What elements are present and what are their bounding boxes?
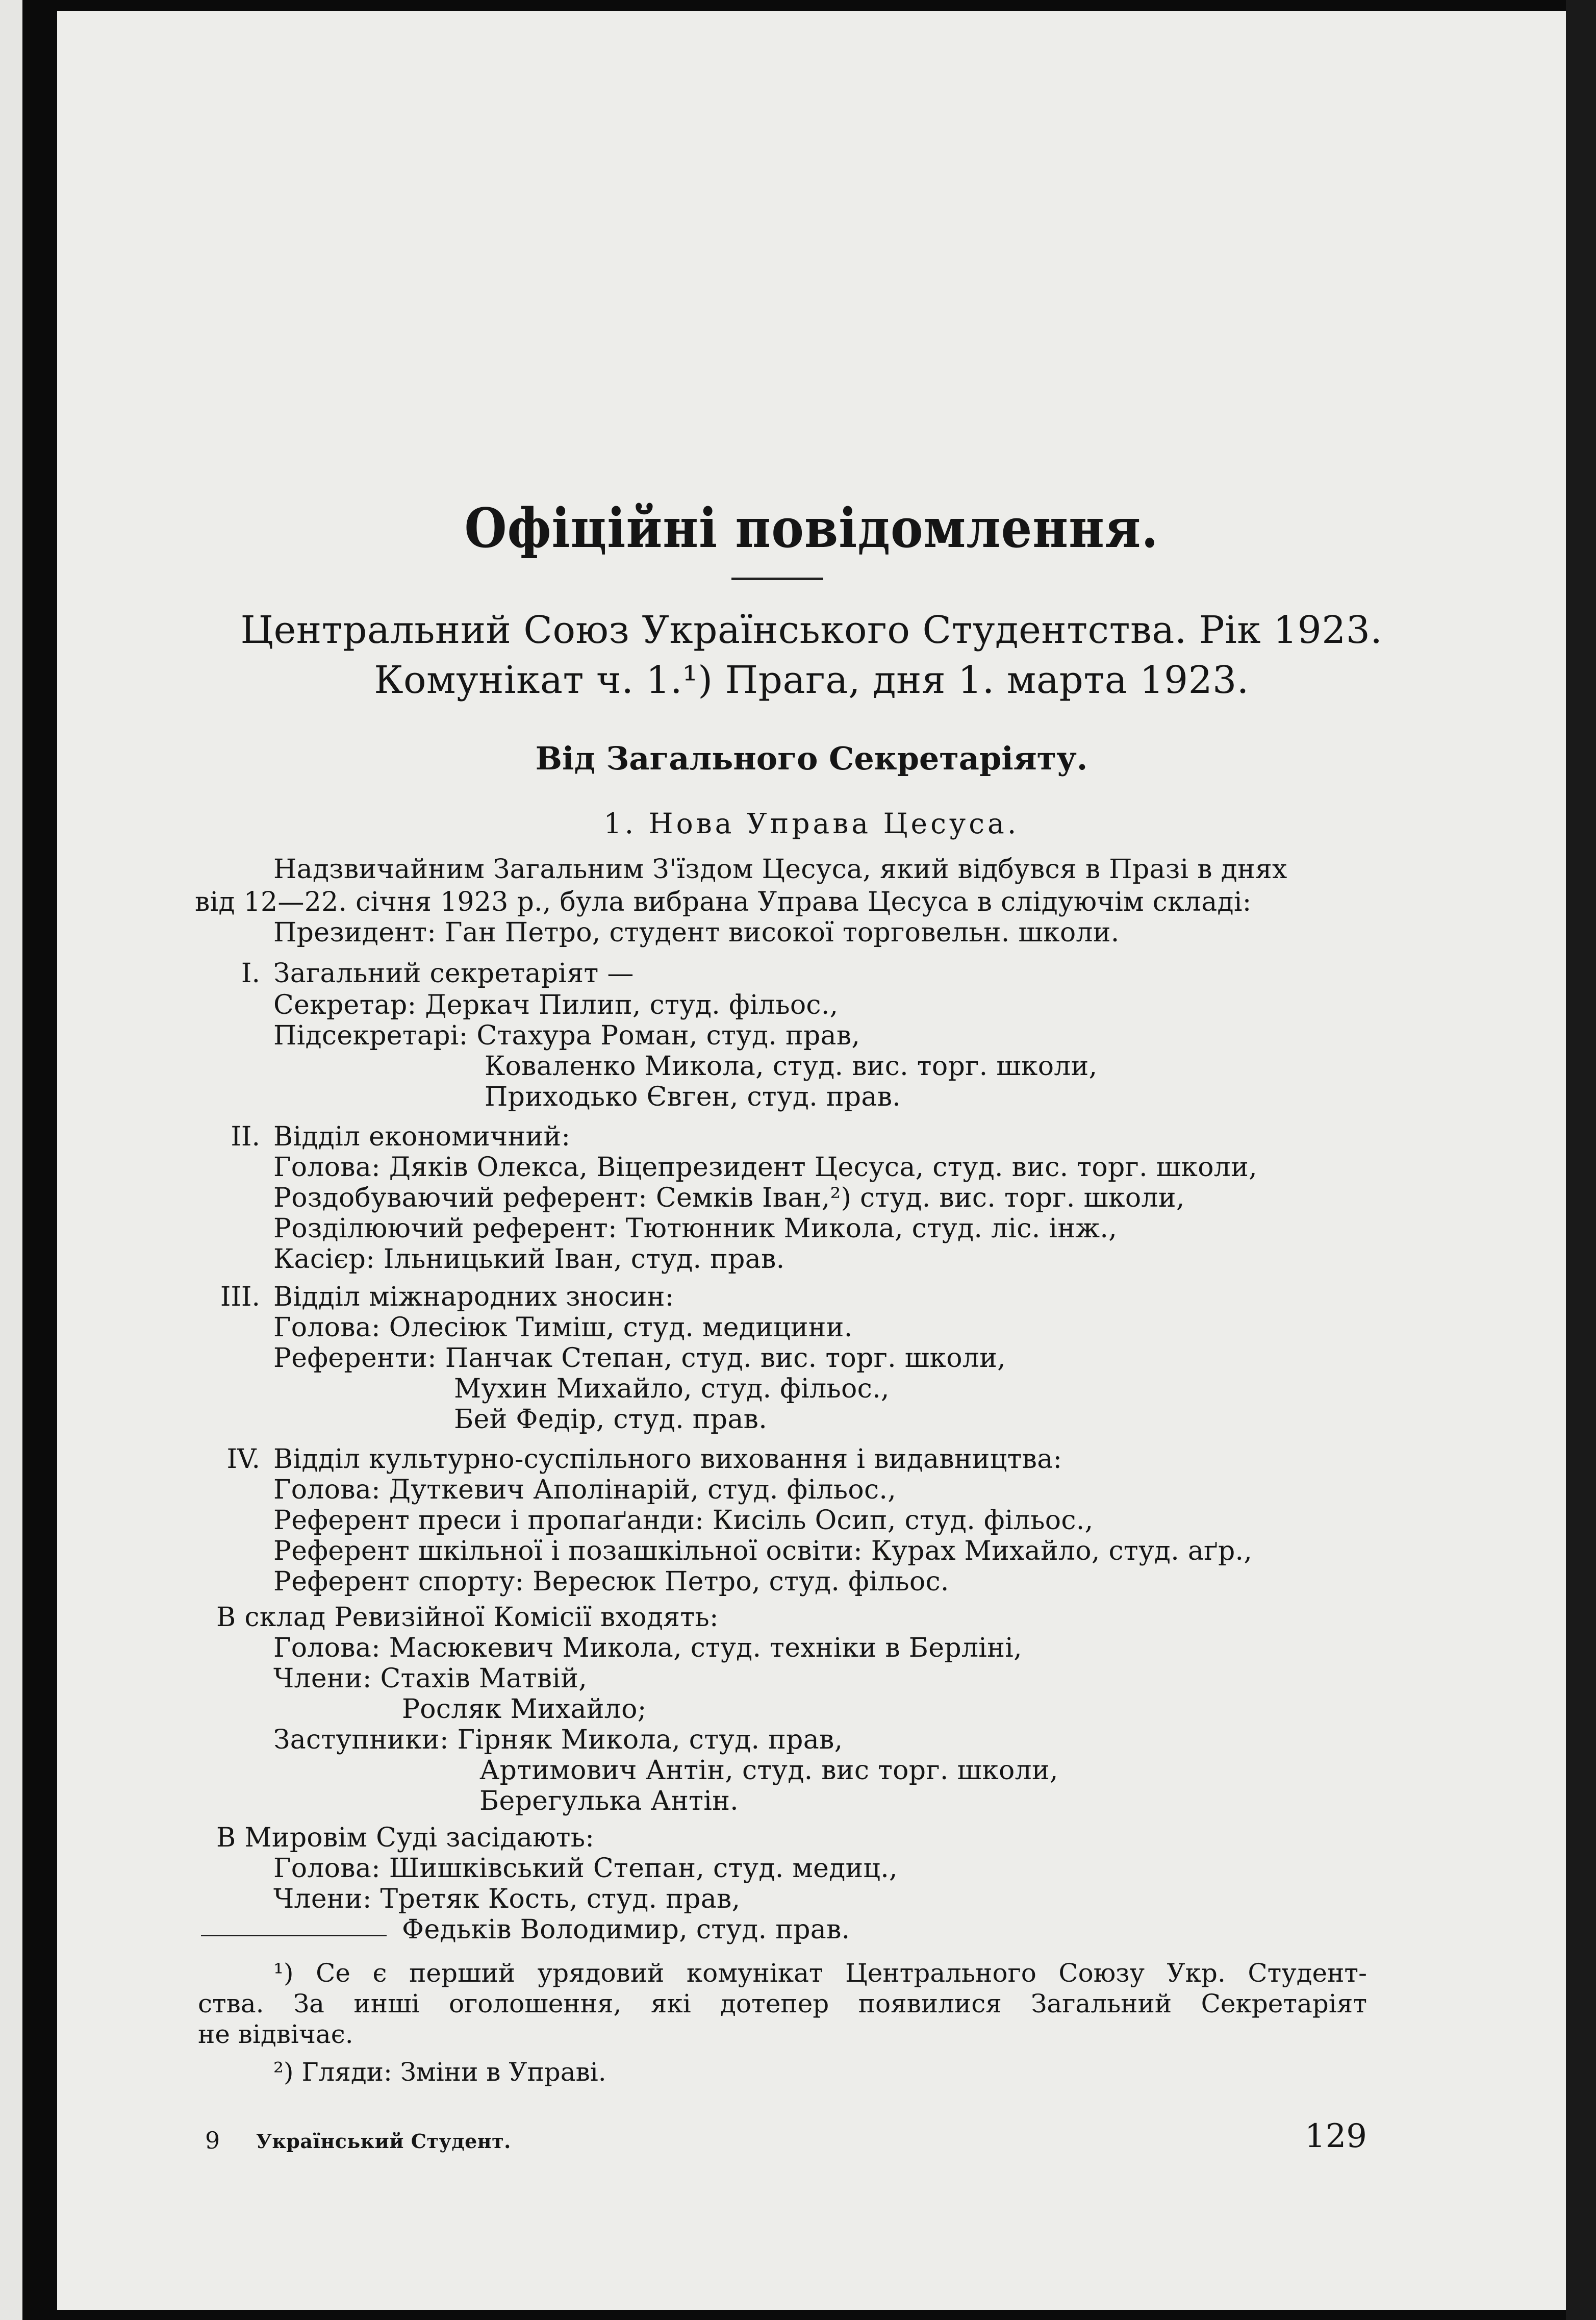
footnote-2: ²) Гляди: Зміни в Управі. [273,2057,606,2087]
dept-4-number: IV. [226,1444,260,1475]
printer-signature: 9 [205,2127,220,2154]
revision-line: Члени: Стахів Матвій, [273,1663,588,1694]
dept-2-title: Відділ економичний: [273,1121,571,1152]
dept-3-line: Мухин Михайло, студ. фільос., [454,1374,890,1404]
peace-court-line: Голова: Шишківський Степан, студ. медиц., [273,1853,898,1884]
dept-4-title: Відділ культурно-суспільного виховання і видавництва: [273,1444,1062,1475]
dept-1-line: Приходько Євген, студ. прав. [485,1082,901,1112]
dept-4-line: Голова: Дуткевич Аполінарій, студ. фільос., [273,1475,897,1505]
page-number: 129 [1304,2117,1367,2155]
publication-name: Український Студент. [256,2130,511,2153]
page-edge [1566,0,1596,2320]
dept-3-line: Референти: Панчак Степан, студ. вис. торг. школи, [273,1343,1006,1374]
dept-2-line: Розділюючий референт: Тютюнник Микола, студ. ліс. інж., [273,1213,1118,1244]
dept-1-number: I. [241,958,260,989]
footnote-divider [201,1935,387,1936]
footnote-1-line-1: ¹) Се є перший урядовий комунікат Центрального Союзу Укр. Студент- [273,1958,1367,1988]
footnote-1-line-2: ства. За инші оголошення, які дотепер появилися Загальний Секретаріят [198,1989,1367,2018]
item-heading: 1. Нова Управа Цесуса. [603,807,1020,840]
previous-page-strip [0,0,22,2320]
subtitle-line-2: Комунікат ч. 1.¹) Прага, дня 1. марта 1923. [374,658,1249,702]
dept-3-line: Голова: Олесіюк Тиміш, студ. медицини. [273,1312,853,1343]
revision-line: Росляк Михайло; [402,1694,647,1725]
document-page [57,11,1566,2310]
dept-2-line: Голова: Дяків Олекса, Віцепрезидент Цесуса, студ. вис. торг. школи, [273,1152,1257,1183]
dept-1-line: Підсекретарі: Стахура Роман, студ. прав, [273,1020,860,1051]
dept-4-line: Референт спорту: Вересюк Петро, студ. фільос. [273,1566,949,1597]
dept-2-line: Роздобуваючий референт: Семків Іван,²) студ. вис. торг. школи, [273,1183,1185,1213]
revision-commission-title: В склад Ревизійної Комісії входять: [216,1602,719,1633]
dept-1-line: Коваленко Микола, студ. вис. торг. школи, [485,1051,1098,1082]
peace-court-line: Члени: Третяк Кость, студ. прав, [273,1884,741,1914]
revision-line: Берегулька Антін. [479,1786,739,1816]
dept-4-line: Референт преси і пропаґанди: Кисіль Осип, студ. фільос., [273,1505,1094,1536]
peace-court-line: Федьків Володимир, студ. прав. [402,1914,850,1945]
section-heading: Від Загального Секретаріяту. [535,740,1088,777]
dept-1-title: Загальний секретаріят — [273,958,634,989]
revision-line: Заступники: Гірняк Микола, студ. прав, [273,1725,843,1755]
dept-3-title: Відділ міжнародних зносин: [273,1282,674,1312]
revision-line: Голова: Масюкевич Микола, студ. техніки в Берліні, [273,1633,1022,1663]
dept-3-number: III. [220,1282,260,1312]
dept-4-line: Референт шкільної і позашкільної освіти: Курах Михайло, студ. аґр., [273,1536,1253,1566]
dept-2-number: II. [231,1121,260,1152]
footnote-1-line-3: не відвічає. [198,2019,353,2049]
intro-line-2: від 12—22. січня 1923 р., була вибрана Управа Цесуса в слідуючім складі: [195,887,1252,917]
subtitle-line-1: Центральний Союз Українського Студентства. Рік 1923. [240,608,1383,652]
intro-president: Президент: Ган Петро, студент високої торговельн. школи. [273,917,1120,948]
peace-court-title: В Мировім Суді засідають: [216,1823,595,1853]
dept-1-line: Секретар: Деркач Пилип, студ. фільос., [273,990,839,1020]
title-divider [731,578,823,580]
page-title: Офіційні повідомлення. [464,496,1159,560]
intro-line-1: Надзвичайним Загальним З'їздом Цесуса, який відбувся в Празі в днях [273,854,1287,885]
revision-line: Артимович Антін, студ. вис торг. школи, [479,1755,1058,1786]
dept-2-line: Касієр: Ільницький Іван, студ. прав. [273,1244,785,1275]
dept-3-line: Бей Федір, студ. прав. [454,1404,768,1435]
